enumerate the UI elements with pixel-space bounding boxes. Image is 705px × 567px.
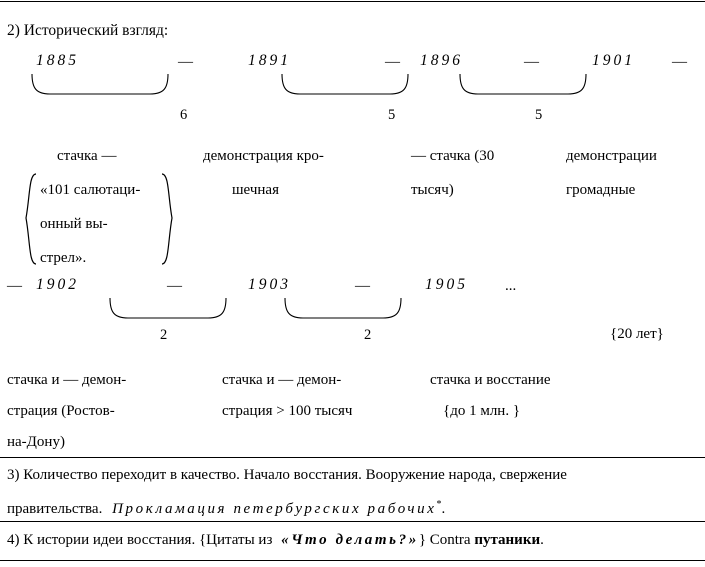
timeline1-year-1891: 1891 (248, 52, 291, 69)
row1-col3-line2: тысяч) (411, 182, 454, 198)
timeline2-year-1905: 1905 (425, 276, 468, 293)
row2-col3-line1: стачка и восстание (430, 372, 551, 388)
row2-col1-line1: стачка и — демон- (7, 372, 127, 388)
row2-col1-line3: на-Дону) (7, 434, 65, 450)
timeline1-year-1896: 1896 (420, 52, 463, 69)
left-curly-brace (22, 172, 38, 268)
timeline2-lead-dash: — (7, 278, 22, 294)
row1-col4-line2: громадные (566, 182, 636, 198)
timeline1-gap-3: 5 (535, 107, 543, 123)
section-3-period: . (441, 501, 446, 517)
timeline2-note: {20 лет} (610, 326, 664, 342)
row1-col1-line4: стрел». (40, 250, 87, 266)
timeline1-year-1901: 1901 (592, 52, 635, 69)
row2-col3-line2: {до 1 млн. } (443, 403, 521, 419)
timeline1-trailing-dash: — (672, 54, 687, 70)
row1-col4-line1: демонстрации (566, 148, 657, 164)
right-curly-brace (160, 172, 176, 268)
section-4-mid: } Contra (418, 532, 471, 548)
row1-col1-line1: стачка — (57, 148, 117, 164)
timeline1-dash-2: — (385, 54, 400, 70)
timeline1-gap-1: 6 (180, 107, 188, 123)
timeline2-underbraces (30, 296, 550, 322)
row2-col1-line2: страция (Ростов- (7, 403, 115, 419)
divider-mid-1 (0, 457, 705, 458)
divider-top (0, 1, 705, 2)
timeline1-gap-2: 5 (388, 107, 396, 123)
timeline2-dash-2: — (355, 278, 370, 294)
divider-bottom (0, 560, 705, 561)
section-4-title: «Что делать?» (281, 532, 419, 548)
section-3-line2-prefix: правительства. (7, 501, 103, 517)
row2-col2-line1: стачка и — демон- (222, 372, 342, 388)
timeline1-underbraces (30, 72, 690, 98)
timeline1-year-1885: 1885 (36, 52, 79, 69)
section-4-period: . (540, 532, 544, 548)
section-3-line1: 3) Количество переходит в качество. Начало восстания. Вооружение народа, свержение (7, 467, 567, 483)
timeline2-ellipsis: ... (505, 278, 517, 294)
section-3-footnote-marker: * (436, 499, 442, 510)
timeline2-year-1903: 1903 (248, 276, 291, 293)
section-3-line2 (7, 496, 445, 518)
row1-col2-line2: шечная (232, 182, 279, 198)
row2-col2-line2: страция > 100 тысяч (222, 403, 353, 419)
section-3-proclamation: Прокламация петербургских рабочих (112, 501, 437, 517)
timeline1-dash-1: — (178, 54, 193, 70)
row1-col2-line1: демонстрация кро- (203, 148, 324, 164)
row1-col1-line2: «101 салютаци- (40, 182, 141, 198)
section-4-prefix: 4) К истории идеи восстания. {Цитаты из (7, 532, 273, 548)
section-4-line (7, 531, 544, 549)
section-4-emphasis: путаники (474, 532, 541, 548)
timeline2-year-1902: 1902 (36, 276, 79, 293)
timeline2-gap-1: 2 (160, 327, 168, 343)
timeline2-gap-2: 2 (364, 327, 372, 343)
divider-mid-2 (0, 521, 705, 522)
section-2-heading: 2) Исторический взгляд: (7, 22, 169, 39)
timeline1-dash-3: — (524, 54, 539, 70)
row1-col1-line3: онный вы- (40, 216, 108, 232)
row1-col3-line1: — стачка (30 (411, 148, 495, 164)
timeline2-dash-1: — (167, 278, 182, 294)
